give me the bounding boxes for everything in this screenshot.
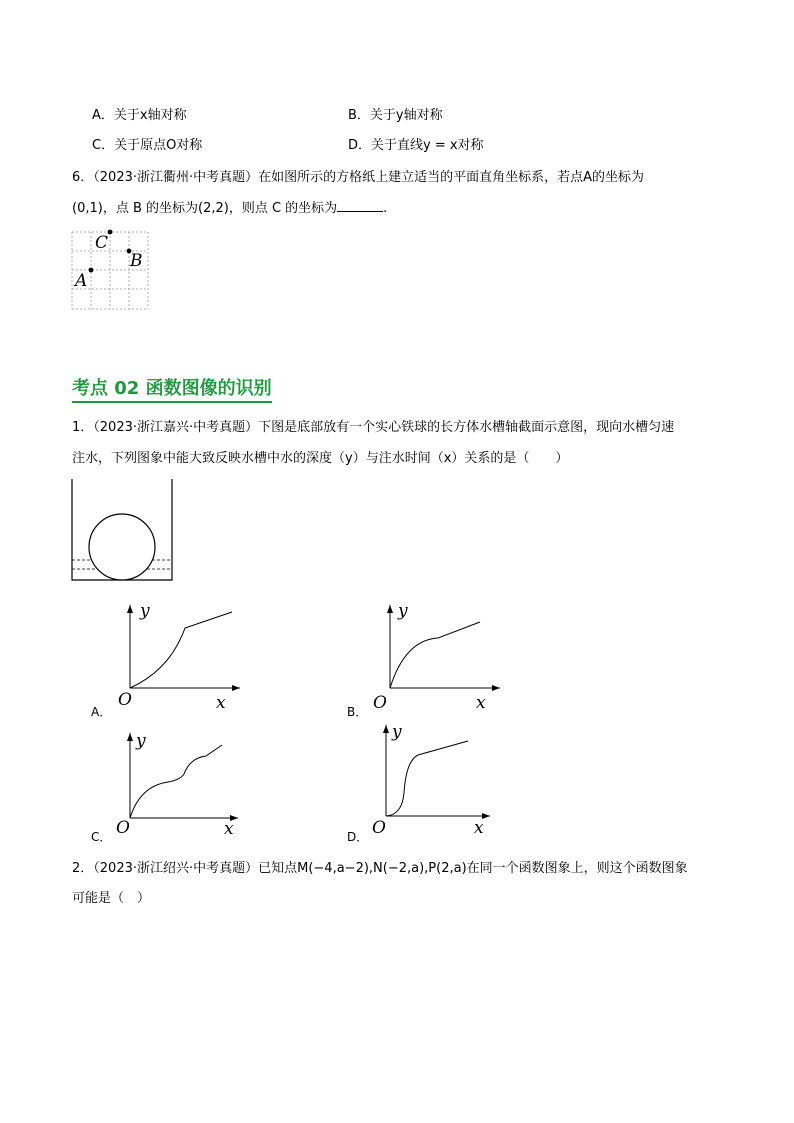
graph-c-label: C． (91, 830, 112, 844)
question-1-line-1: 1．（2023·浙江嘉兴·中考真题）下图是底部放有一个实心铁球的长方体水槽轴截面示意图，现向水槽匀速 (72, 420, 675, 435)
x-axis-label: x (224, 819, 234, 839)
graph-d (370, 723, 520, 838)
answer-blank (337, 199, 383, 212)
graph-a (110, 600, 260, 715)
option-d: D．关于直线y = x对称 (348, 138, 484, 153)
label-b: B (130, 251, 143, 271)
graph-b (370, 600, 520, 715)
option-b: B．关于y轴对称 (348, 108, 443, 123)
origin-label: O (118, 690, 132, 710)
point-a (89, 268, 94, 273)
label-a: A (75, 271, 88, 291)
y-axis-label: y (398, 601, 408, 621)
origin-label: O (372, 818, 386, 838)
point-c (108, 230, 113, 235)
graph-d-label: D． (347, 830, 369, 844)
option-a: A．关于x轴对称 (92, 108, 187, 123)
y-axis-label: y (392, 722, 402, 742)
graph-c (110, 728, 260, 843)
question-2-line-2: 可能是（ ） (72, 891, 151, 906)
origin-label: O (373, 693, 387, 713)
x-axis-label: x (474, 818, 484, 838)
label-c: C (95, 233, 109, 253)
iron-ball (89, 514, 155, 580)
graph-a-label: A． (91, 705, 112, 719)
x-axis-label: x (476, 693, 486, 713)
question-6-text: (0,1)，点 B 的坐标为(2,2)，则点 C 的坐标为 (72, 201, 338, 216)
question-2-line-1: 2．（2023·浙江绍兴·中考真题）已知点M(−4,a−2),N(−2,a),P(2,a)在同一个函数图象上，则这个函数图象 (72, 861, 688, 876)
question-6-period: . (383, 201, 388, 216)
section-heading: 考点 02 函数图像的识别 (72, 374, 272, 403)
question-1-line-2: 注水，下列图象中能大致反映水槽中水的深度（y）与注水时间（x）关系的是（ ） (72, 451, 569, 466)
water-tank-figure (70, 479, 180, 584)
origin-label: O (116, 818, 130, 838)
x-axis-label: x (216, 693, 226, 713)
question-6-line-2 (72, 197, 387, 216)
option-c: C．关于原点O对称 (92, 138, 203, 153)
graph-b-label: B． (347, 705, 368, 719)
y-axis-label: y (136, 731, 146, 751)
y-axis-label: y (140, 601, 150, 621)
grid-figure (70, 230, 150, 312)
question-6-line-1: 6．（2023·浙江衢州·中考真题）在如图所示的方格纸上建立适当的平面直角坐标系，若点A的坐标为 (72, 170, 645, 185)
